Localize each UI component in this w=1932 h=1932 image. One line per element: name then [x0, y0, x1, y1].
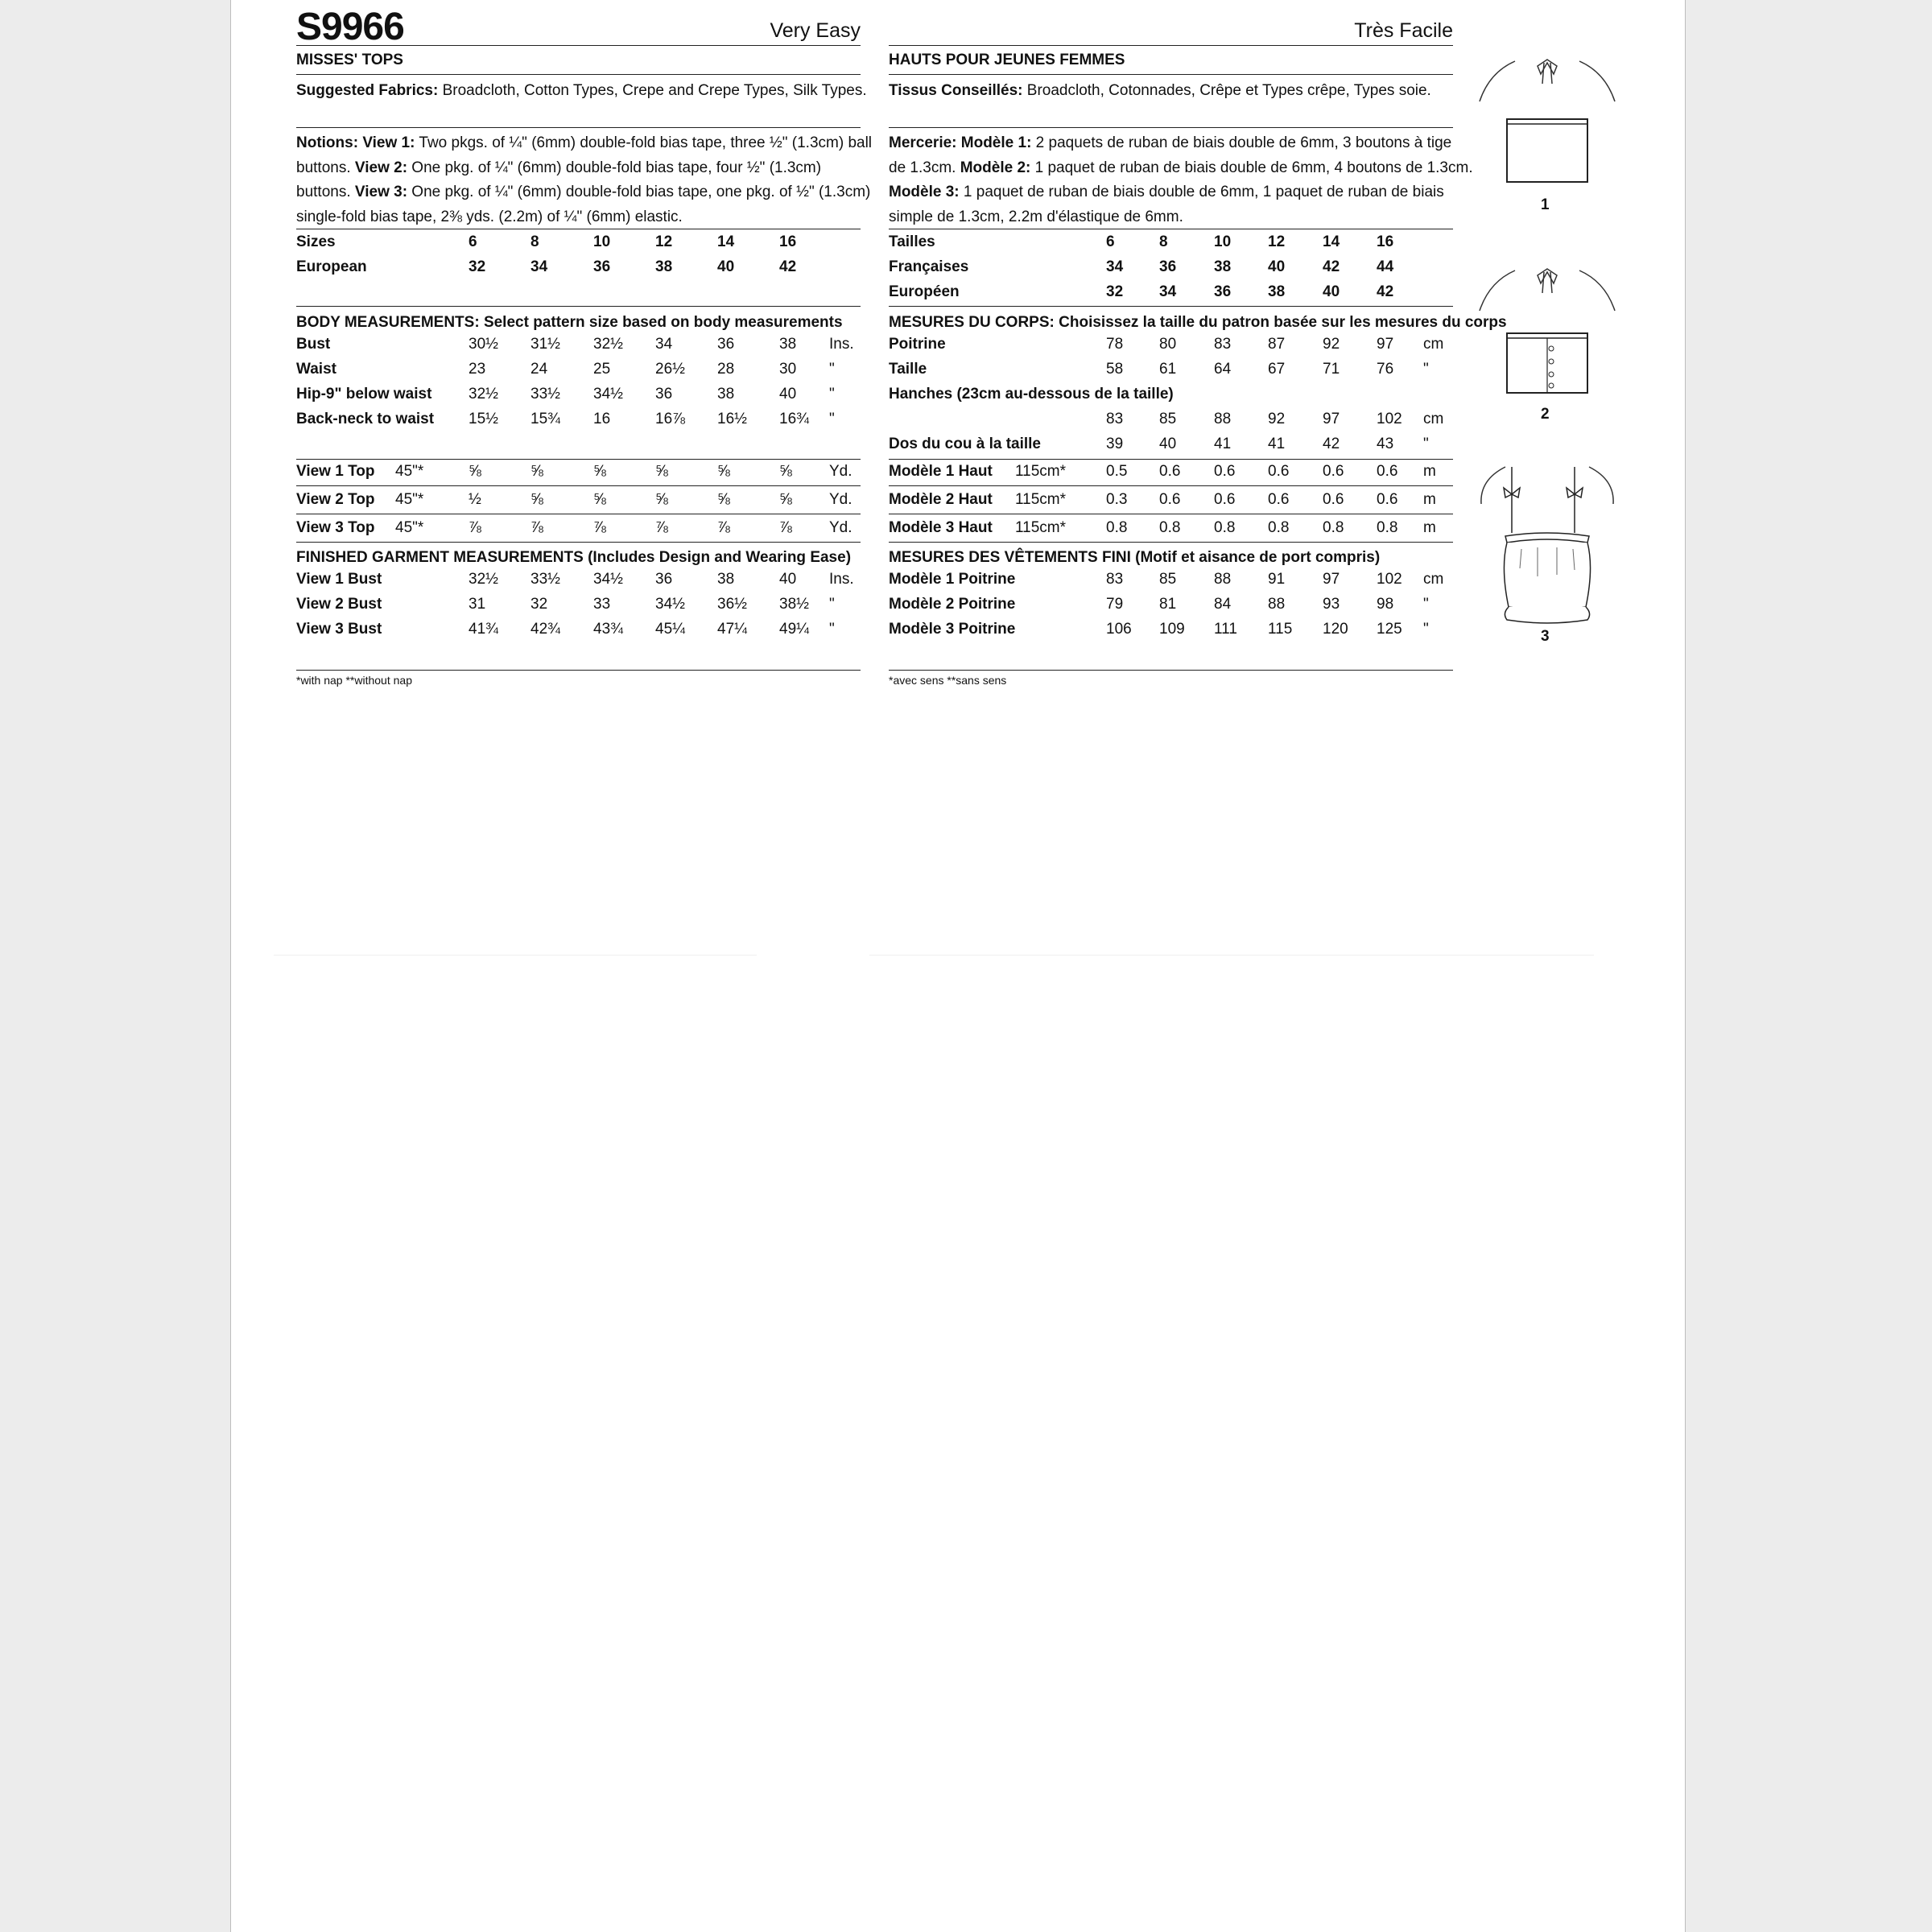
unit-label: Yd. — [829, 519, 852, 536]
unit-label: " — [1423, 361, 1429, 378]
unit-label: cm — [1423, 336, 1444, 353]
cell-value: 23 — [469, 361, 486, 378]
pattern-code: S9966 — [296, 6, 404, 48]
finished-row — [889, 621, 1453, 645]
cell-value: 102 — [1377, 411, 1402, 427]
cell-value: ⅞ — [655, 519, 668, 536]
cell-value: ⅝ — [779, 463, 792, 480]
row-label: Modèle 3 Haut — [889, 519, 993, 536]
cell-value: 28 — [717, 361, 735, 378]
cell-value: 85 — [1159, 411, 1177, 427]
cell-value: 58 — [1106, 361, 1124, 378]
cell-value: 42 — [1323, 436, 1340, 452]
section-title: MISSES' TOPS — [296, 52, 403, 68]
cell-value: 32½ — [469, 386, 498, 402]
cell-value: 34 — [1159, 283, 1177, 300]
notions-text: Two pkgs. of ¼" (6mm) double-fold bias tape, three ½" (1.3cm) ball — [415, 134, 873, 151]
cell-value: 0.6 — [1268, 463, 1290, 480]
cell-value: 6 — [1106, 233, 1115, 250]
cell-value: 0.6 — [1268, 491, 1290, 508]
cell-value: 16⅞ — [655, 411, 685, 427]
measurement-row — [296, 336, 861, 360]
cell-value: 109 — [1159, 621, 1185, 638]
row-label: Modèle 1 Haut — [889, 463, 993, 480]
row-label: Poitrine — [889, 336, 946, 353]
cell-value: 79 — [1106, 596, 1124, 613]
divider — [889, 670, 1453, 671]
row-label: Sizes — [296, 233, 336, 250]
cell-value: 92 — [1268, 411, 1286, 427]
fabric-width: 115cm* — [1015, 463, 1067, 480]
view-number: 3 — [1541, 628, 1550, 645]
notions-text: View 2: — [354, 159, 408, 176]
row-label: Modèle 2 Haut — [889, 491, 993, 508]
cell-value: 41 — [1268, 436, 1286, 452]
row-label: View 2 Top — [296, 491, 375, 508]
divider — [296, 670, 861, 671]
cell-value: 0.6 — [1159, 491, 1181, 508]
cell-value: ⅝ — [655, 463, 668, 480]
cell-value: 81 — [1159, 596, 1177, 613]
unit-label: m — [1423, 519, 1436, 536]
notions-text: Modèle 3: — [889, 184, 960, 200]
cell-value: ⅞ — [530, 519, 543, 536]
cell-value: 40 — [779, 386, 797, 402]
cell-value: 97 — [1323, 571, 1340, 588]
cell-value: 36½ — [717, 596, 747, 613]
row-label: View 1 Top — [296, 463, 375, 480]
cell-value: 30½ — [469, 336, 498, 353]
divider — [296, 306, 861, 307]
button-halter-top-icon — [1473, 233, 1621, 411]
cell-value: 40 — [1268, 258, 1286, 275]
scan-line — [274, 955, 757, 956]
cell-value: 88 — [1214, 411, 1232, 427]
cell-value: 34½ — [593, 571, 623, 588]
cell-value: 34½ — [655, 596, 685, 613]
unit-label: Yd. — [829, 463, 852, 480]
unit-label: m — [1423, 491, 1436, 508]
cell-value: 38 — [1214, 258, 1232, 275]
row-label: Tailles — [889, 233, 935, 250]
cell-value: 0.8 — [1214, 519, 1236, 536]
row-label: View 3 Bust — [296, 621, 382, 638]
cell-value: 15½ — [469, 411, 498, 427]
notions-line — [296, 156, 861, 181]
divider — [889, 459, 1453, 460]
unit-label: " — [829, 411, 835, 427]
cell-value: 120 — [1323, 621, 1348, 638]
notions-text: single-fold bias tape, 2⅜ yds. (2.2m) of ¼" (6mm) elastic. — [296, 208, 683, 225]
notions-line — [889, 156, 1473, 181]
cell-value: 0.6 — [1323, 491, 1344, 508]
cell-value: 36 — [655, 386, 673, 402]
divider — [296, 542, 861, 543]
yardage-row — [296, 491, 861, 515]
cell-value: 38 — [717, 386, 735, 402]
cell-value: 39 — [1106, 436, 1124, 452]
cell-value: 32½ — [593, 336, 623, 353]
cell-value: 0.6 — [1377, 491, 1398, 508]
sizes-row — [296, 233, 861, 258]
view-2-illustration — [1473, 233, 1621, 427]
yardage-row — [889, 519, 1453, 543]
cell-value: ⅝ — [593, 463, 606, 480]
cell-value: 12 — [655, 233, 673, 250]
unit-label: " — [829, 596, 835, 613]
notions-text: One pkg. of ¼" (6mm) double-fold bias tape, one pkg. of ½" (1.3cm) — [407, 184, 871, 200]
cell-value: ⅞ — [593, 519, 606, 536]
row-label: Modèle 1 Poitrine — [889, 571, 1016, 588]
cell-value: 43 — [1377, 436, 1394, 452]
cell-value: 36 — [593, 258, 611, 275]
sizes-row — [889, 233, 1453, 258]
measurement-row — [889, 411, 1453, 435]
cell-value: 93 — [1323, 596, 1340, 613]
notions-text: buttons. — [296, 159, 355, 176]
cell-value: 0.8 — [1268, 519, 1290, 536]
smocked-top-icon — [1473, 456, 1621, 633]
sizes-row — [889, 283, 1453, 308]
cell-value: 97 — [1377, 336, 1394, 353]
cell-value: 78 — [1106, 336, 1124, 353]
unit-label: Yd. — [829, 491, 852, 508]
yardage-row — [296, 463, 861, 487]
view-3-illustration — [1473, 456, 1621, 649]
finished-measurements-header: FINISHED GARMENT MEASUREMENTS (Includes Design and Wearing Ease) — [296, 549, 852, 566]
cell-value: ⅝ — [593, 491, 606, 508]
unit-label: " — [1423, 596, 1429, 613]
measurement-row — [889, 386, 1453, 410]
cell-value: 0.3 — [1106, 491, 1128, 508]
unit-label: cm — [1423, 571, 1444, 588]
cell-value: 32 — [530, 596, 548, 613]
cell-value: 25 — [593, 361, 611, 378]
divider — [889, 74, 1453, 75]
cell-value: 83 — [1106, 411, 1124, 427]
measurement-row — [889, 336, 1453, 360]
cell-value: 67 — [1268, 361, 1286, 378]
notions-text: Notions: View 1: — [296, 134, 415, 151]
cell-value: ⅝ — [655, 491, 668, 508]
cell-value: ⅝ — [717, 463, 730, 480]
notions-text: Modèle 2: — [960, 159, 1031, 176]
section-title: HAUTS POUR JEUNES FEMMES — [889, 52, 1125, 68]
measurement-row — [296, 386, 861, 410]
notions-line — [296, 205, 861, 230]
cell-value: 125 — [1377, 621, 1402, 638]
cell-value: 0.8 — [1323, 519, 1344, 536]
cell-value: 33½ — [530, 386, 560, 402]
cell-value: 83 — [1106, 571, 1124, 588]
cell-value: 41 — [1214, 436, 1232, 452]
cell-value: 33½ — [530, 571, 560, 588]
body-measurements-header: BODY MEASUREMENTS: Select pattern size based on body measurements — [296, 314, 843, 331]
cell-value: 16 — [779, 233, 797, 250]
unit-label: " — [829, 386, 835, 402]
row-label: Modèle 3 Poitrine — [889, 621, 1016, 638]
cell-value: 36 — [1214, 283, 1232, 300]
row-label: Back-neck to waist — [296, 411, 435, 427]
cell-value: 34½ — [593, 386, 623, 402]
cell-value: 97 — [1323, 411, 1340, 427]
english-column — [296, 0, 873, 692]
suggested-fabrics: Tissus Conseillés: Broadcloth, Cotonnades, Crêpe et Types crêpe, Types soie. — [889, 82, 1431, 99]
cell-value: 49¼ — [779, 621, 809, 638]
unit-label: " — [829, 361, 835, 378]
cell-value: 0.6 — [1159, 463, 1181, 480]
cell-value: 34 — [1106, 258, 1124, 275]
cell-value: 0.5 — [1106, 463, 1128, 480]
cell-value: 44 — [1377, 258, 1394, 275]
notions-text: 1 paquet de ruban de biais double de 6mm, 4 boutons de 1.3cm. — [1030, 159, 1473, 176]
cell-value: 38 — [1268, 283, 1286, 300]
yardage-row — [889, 463, 1453, 487]
row-label: Taille — [889, 361, 927, 378]
cell-value: 16 — [593, 411, 611, 427]
cell-value: 42 — [779, 258, 797, 275]
row-label: Européen — [889, 283, 960, 300]
difficulty-label: Very Easy — [770, 19, 861, 42]
notions-line — [889, 180, 1453, 205]
cell-value: 61 — [1159, 361, 1177, 378]
cell-value: 0.8 — [1159, 519, 1181, 536]
scan-line — [869, 955, 1594, 956]
footnote: *avec sens **sans sens — [889, 674, 1007, 687]
cell-value: 115 — [1268, 621, 1293, 638]
notions-text: buttons. — [296, 184, 355, 200]
cell-value: 36 — [717, 336, 735, 353]
cell-value: 14 — [717, 233, 735, 250]
notions-line — [889, 131, 1453, 156]
cell-value: 83 — [1214, 336, 1232, 353]
cell-value: ⅞ — [717, 519, 730, 536]
cell-value: 12 — [1268, 233, 1286, 250]
notions-text: simple de 1.3cm, 2.2m d'élastique de 6mm. — [889, 208, 1183, 225]
cell-value: 34 — [530, 258, 548, 275]
measurement-row — [296, 361, 861, 385]
sizes-row — [296, 258, 861, 283]
divider — [296, 459, 861, 460]
cell-value: 40 — [1159, 436, 1177, 452]
cell-value: 0.8 — [1106, 519, 1128, 536]
cell-value: 14 — [1323, 233, 1340, 250]
row-label: View 3 Top — [296, 519, 375, 536]
cell-value: 45¼ — [655, 621, 685, 638]
unit-label: Ins. — [829, 336, 854, 353]
notions-text: View 3: — [354, 184, 408, 200]
notions-line — [889, 205, 1453, 230]
cell-value: 26½ — [655, 361, 685, 378]
cell-value: 8 — [1159, 233, 1168, 250]
cell-value: 24 — [530, 361, 548, 378]
notions-line — [296, 180, 871, 205]
cell-value: 36 — [655, 571, 673, 588]
cell-value: 38 — [779, 336, 797, 353]
cell-value: 30 — [779, 361, 797, 378]
divider — [889, 485, 1453, 486]
finished-row — [296, 571, 861, 595]
cell-value: 92 — [1323, 336, 1340, 353]
finished-row — [889, 571, 1453, 595]
cell-value: ⅝ — [530, 491, 543, 508]
divider — [296, 45, 861, 46]
cell-value: 111 — [1214, 621, 1237, 638]
cell-value: 85 — [1159, 571, 1177, 588]
notions-text: 1 paquet de ruban de biais double de 6mm, 1 paquet de ruban de biais — [959, 184, 1444, 200]
cell-value: 38½ — [779, 596, 809, 613]
unit-label: " — [829, 621, 835, 638]
notions-text: 2 paquets de ruban de biais double de 6mm, 3 boutons à tige — [1031, 134, 1452, 151]
fabric-width: 115cm* — [1015, 519, 1067, 536]
cell-value: 0.8 — [1377, 519, 1398, 536]
cell-value: 87 — [1268, 336, 1286, 353]
cell-value: 38 — [655, 258, 673, 275]
yardage-row — [889, 491, 1453, 515]
cell-value: 102 — [1377, 571, 1402, 588]
row-label: European — [296, 258, 367, 275]
notions-text: Mercerie: Modèle 1: — [889, 134, 1032, 151]
view-1-illustration — [1473, 24, 1621, 217]
row-label: Françaises — [889, 258, 969, 275]
unit-label: Ins. — [829, 571, 854, 588]
cell-value: 40 — [779, 571, 797, 588]
sizes-row — [889, 258, 1453, 283]
cell-value: 0.6 — [1214, 463, 1236, 480]
measurement-row — [889, 436, 1453, 460]
cell-value: 16½ — [717, 411, 747, 427]
footnote: *with nap **without nap — [296, 674, 412, 687]
cell-value: 0.6 — [1377, 463, 1398, 480]
row-label: View 2 Bust — [296, 596, 382, 613]
notions-text: One pkg. of ¼" (6mm) double-fold bias tape, four ½" (1.3cm) — [407, 159, 822, 176]
notions-line — [296, 131, 873, 156]
cell-value: 47¼ — [717, 621, 747, 638]
cell-value: 31 — [469, 596, 486, 613]
cell-value: 8 — [530, 233, 539, 250]
unit-label: " — [1423, 436, 1429, 452]
divider — [296, 127, 861, 128]
cell-value: 31½ — [530, 336, 560, 353]
yardage-row — [296, 519, 861, 543]
cell-value: ⅝ — [469, 463, 481, 480]
unit-label: " — [1423, 621, 1429, 638]
fabric-width: 45"* — [395, 463, 424, 480]
cell-value: 88 — [1214, 571, 1232, 588]
cell-value: 0.6 — [1214, 491, 1236, 508]
difficulty-label: Très Facile — [1354, 19, 1453, 42]
cell-value: 42 — [1377, 283, 1394, 300]
cell-value: 64 — [1214, 361, 1232, 378]
cell-value: 33 — [593, 596, 611, 613]
row-label: Modèle 2 Poitrine — [889, 596, 1016, 613]
cell-value: ⅝ — [779, 491, 792, 508]
finished-row — [296, 596, 861, 620]
body-measurements-header: MESURES DU CORPS: Choisissez la taille du patron basée sur les mesures du corps — [889, 314, 1507, 331]
finished-row — [889, 596, 1453, 620]
row-label: Hip-9" below waist — [296, 386, 432, 402]
finished-measurements-header: MESURES DES VÊTEMENTS FINI (Motif et aisance de port compris) — [889, 549, 1381, 566]
cell-value: ⅝ — [530, 463, 543, 480]
cell-value: 106 — [1106, 621, 1132, 638]
divider — [296, 485, 861, 486]
view-number: 1 — [1541, 196, 1550, 213]
cell-value: ⅞ — [779, 519, 792, 536]
cell-value: 84 — [1214, 596, 1232, 613]
row-label: Dos du cou à la taille — [889, 436, 1041, 452]
cell-value: 38 — [717, 571, 735, 588]
unit-label: m — [1423, 463, 1436, 480]
row-label: View 1 Bust — [296, 571, 382, 588]
row-label: Waist — [296, 361, 336, 378]
divider — [296, 74, 861, 75]
cell-value: 98 — [1377, 596, 1394, 613]
halter-top-icon — [1473, 24, 1621, 201]
divider — [889, 127, 1453, 128]
fabric-width: 115cm* — [1015, 491, 1067, 508]
cell-value: 32 — [1106, 283, 1124, 300]
french-column — [889, 0, 1507, 692]
cell-value: 16¾ — [779, 411, 809, 427]
cell-value: ⅞ — [469, 519, 481, 536]
cell-value: 43¾ — [593, 621, 623, 638]
cell-value: 10 — [1214, 233, 1232, 250]
divider — [889, 45, 1453, 46]
view-number: 2 — [1541, 406, 1550, 423]
row-label: Hanches (23cm au-dessous de la taille) — [889, 386, 1174, 402]
cell-value: 40 — [1323, 283, 1340, 300]
cell-value: 42 — [1323, 258, 1340, 275]
cell-value: 88 — [1268, 596, 1286, 613]
cell-value: 34 — [655, 336, 673, 353]
cell-value: 0.6 — [1323, 463, 1344, 480]
cell-value: 91 — [1268, 571, 1286, 588]
suggested-fabrics: Suggested Fabrics: Broadcloth, Cotton Types, Crepe and Crepe Types, Silk Types. — [296, 82, 867, 99]
cell-value: ⅝ — [717, 491, 730, 508]
cell-value: 6 — [469, 233, 477, 250]
unit-label: cm — [1423, 411, 1444, 427]
measurement-row — [889, 361, 1453, 385]
divider — [889, 542, 1453, 543]
cell-value: 10 — [593, 233, 611, 250]
cell-value: 36 — [1159, 258, 1177, 275]
cell-value: ½ — [469, 491, 481, 508]
notions-text: de 1.3cm. — [889, 159, 960, 176]
finished-row — [296, 621, 861, 645]
cell-value: 80 — [1159, 336, 1177, 353]
cell-value: 32½ — [469, 571, 498, 588]
cell-value: 71 — [1323, 361, 1340, 378]
cell-value: 41¾ — [469, 621, 498, 638]
cell-value: 40 — [717, 258, 735, 275]
fabric-width: 45"* — [395, 491, 424, 508]
cell-value: 42¾ — [530, 621, 560, 638]
cell-value: 76 — [1377, 361, 1394, 378]
cell-value: 16 — [1377, 233, 1394, 250]
fabric-width: 45"* — [395, 519, 424, 536]
cell-value: 32 — [469, 258, 486, 275]
cell-value: 15¾ — [530, 411, 560, 427]
row-label: Bust — [296, 336, 331, 353]
measurement-row — [296, 411, 861, 435]
